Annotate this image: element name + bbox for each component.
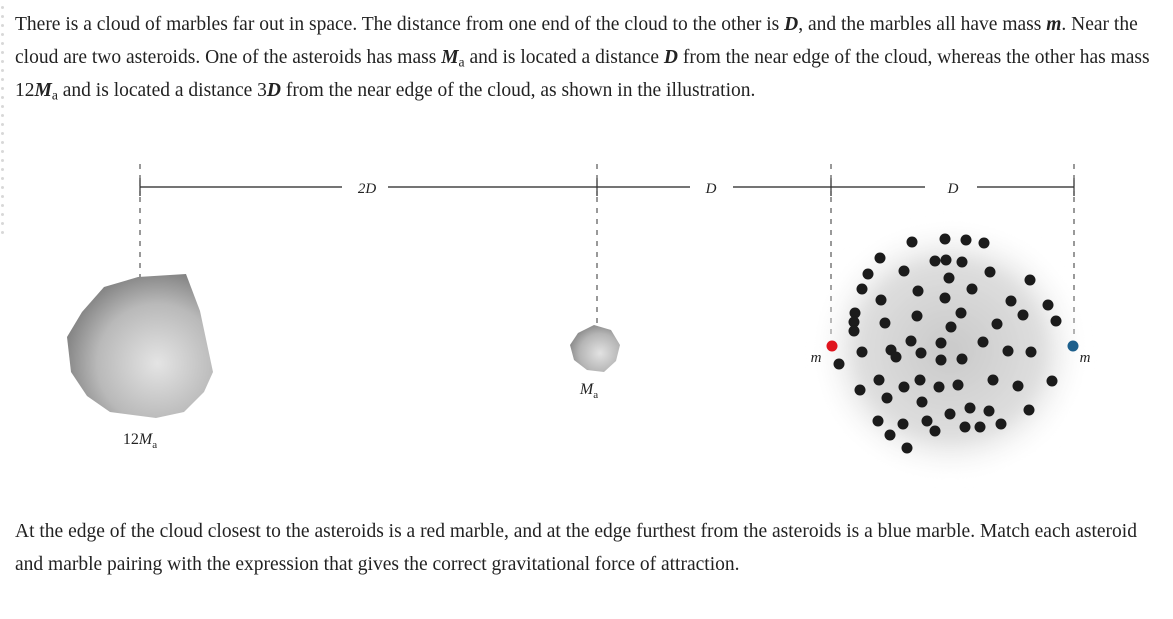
problem-question: At the edge of the cloud closest to the asteroids is a red marble, and at the edge furthest from the asteroids is a blue marble. Match each asteroid and marble pairing with the expression that gives the correct gravitational force of attraction.	[15, 521, 1137, 575]
dimension-line	[140, 178, 1074, 196]
small-asteroid-label: $M_a$	[579, 381, 599, 401]
large-asteroid	[67, 274, 213, 418]
red-marble	[827, 341, 838, 352]
marble-cloud	[815, 222, 1085, 478]
dimension-label-d-left: D	[705, 181, 717, 197]
asteroid-cloud-illustration	[0, 150, 1173, 490]
dimension-label-2d: 2D	[357, 181, 377, 197]
dimension-label-d-right: D	[947, 181, 959, 197]
blue-marble-label: m	[1079, 350, 1091, 366]
blue-marble	[1068, 341, 1079, 352]
red-marble-label: m	[810, 350, 822, 366]
problem-intro: There is a cloud of marbles far out in space. The distance from one end of the cloud to the other is D, and the marbles all have mass m. Near the cloud are two asteroids. One of the asteroids has mass $M_a$ and is located a distance D from the near edge of the cloud, whereas the other has mass $12M_a$ and is located a distance 3D from the near edge of the cloud, as shown in the illustration.	[15, 14, 1150, 103]
small-asteroid	[570, 325, 620, 372]
large-asteroid-label: $12M_a$	[122, 431, 158, 451]
